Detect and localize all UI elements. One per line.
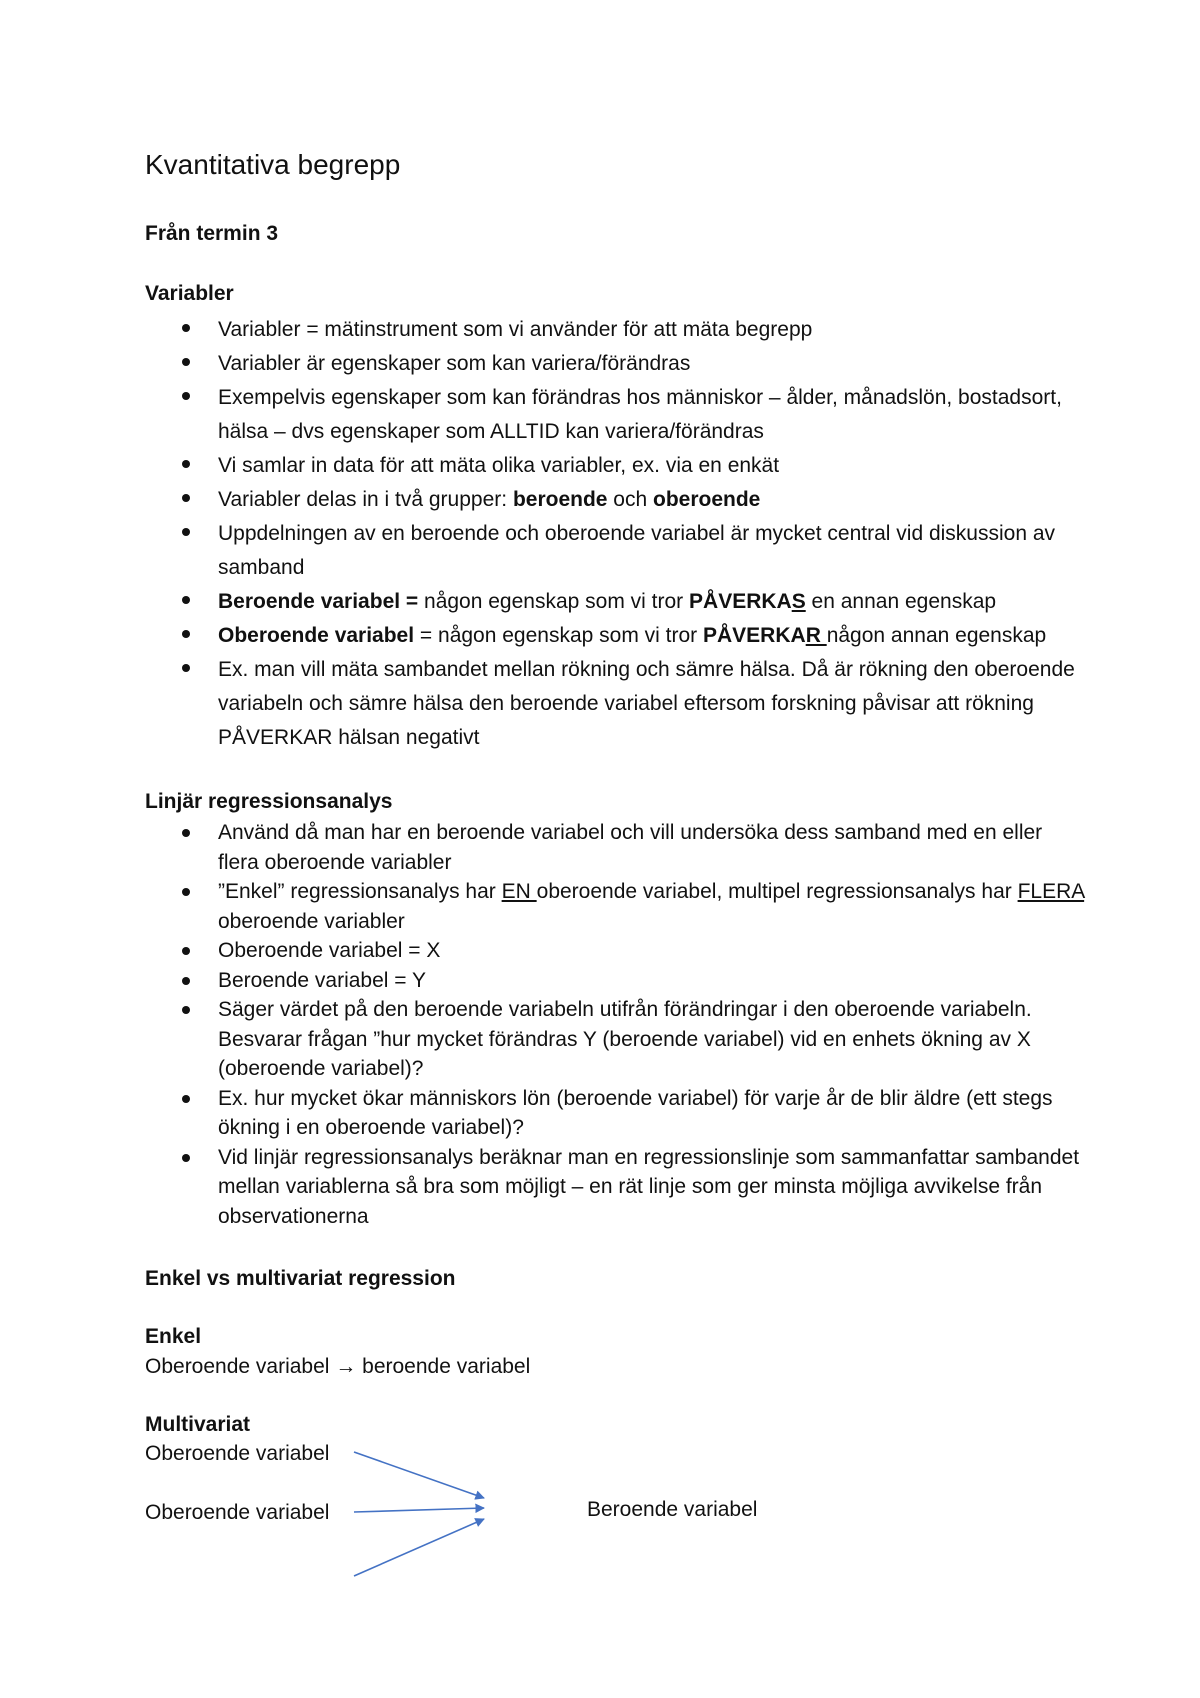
multivariat-heading: Multivariat xyxy=(145,1413,251,1436)
bullet-icon xyxy=(182,1154,190,1162)
subtitle: Från termin 3 xyxy=(145,222,279,245)
list-item: Uppdelningen av en beroende och oberoende variabel är mycket central vid diskussion av samband xyxy=(145,517,1085,585)
multivariat-left-2: Oberoende variabel xyxy=(145,1501,330,1524)
list-item: Oberoende variabel = X xyxy=(145,936,1085,966)
list-item: Beroende variabel = Y xyxy=(145,966,1085,996)
bullet-icon xyxy=(182,494,190,502)
list-item: Beroende variabel = någon egenskap som vi tror PÅVERKAS en annan egenskap xyxy=(145,585,1085,619)
list-item: Ex. man vill mäta sambandet mellan rökning och sämre hälsa. Då är rökning den oberoende variabeln och sämre hälsa den beroende variabel eftersom forskning påvisar att rökning PÅVERKAR hälsan negativt xyxy=(145,653,1085,755)
regression-list xyxy=(145,818,1085,1231)
enkel-heading: Enkel xyxy=(145,1325,202,1348)
list-item: ”Enkel” regressionsanalys har EN oberoende variabel, multipel regressionsanalys har FLERA oberoende variabler xyxy=(145,877,1085,936)
multivariat-dependent: Beroende variabel xyxy=(587,1498,758,1521)
bullet-icon xyxy=(182,596,190,604)
arrow-line-icon xyxy=(354,1519,484,1576)
bullet-icon xyxy=(182,888,190,896)
enkel-relation: Oberoende variabel → beroende variabel xyxy=(145,1355,531,1378)
arrow-right-icon: → xyxy=(335,1355,357,1378)
list-item: Variabler delas in i två grupper: beroende och oberoende xyxy=(145,483,1085,517)
list-item: Ex. hur mycket ökar människors lön (beroende variabel) för varje år de blir äldre (ett stegs ökning i en oberoende variabel)? xyxy=(145,1084,1085,1143)
arrow-line-icon xyxy=(354,1452,484,1498)
bullet-icon xyxy=(182,392,190,400)
bullet-icon xyxy=(182,460,190,468)
bullet-icon xyxy=(182,664,190,672)
variabler-list xyxy=(145,313,1085,755)
bullet-icon xyxy=(182,324,190,332)
bullet-icon xyxy=(182,829,190,837)
multivariat-arrows xyxy=(340,1440,500,1590)
bullet-icon xyxy=(182,947,190,955)
multivariat-left-1: Oberoende variabel xyxy=(145,1442,330,1465)
bullet-icon xyxy=(182,528,190,536)
page-title: Kvantitativa begrepp xyxy=(145,149,401,180)
list-item: Vi samlar in data för att mäta olika variabler, ex. via en enkät xyxy=(145,449,1085,483)
list-item: Variabler = mätinstrument som vi använder för att mäta begrepp xyxy=(145,313,1085,347)
bullet-icon xyxy=(182,358,190,366)
list-item: Säger värdet på den beroende variabeln utifrån förändringar i den oberoende variabeln. Besvarar frågan ”hur mycket förändras Y (beroende variabel) vid en enhets ökning av X (oberoende variabel)? xyxy=(145,995,1085,1084)
section-heading-regression: Linjär regressionsanalys xyxy=(145,790,393,813)
list-item: Exempelvis egenskaper som kan förändras hos människor – ålder, månadslön, bostadsort, hälsa – dvs egenskaper som ALLTID kan variera/förändras xyxy=(145,381,1085,449)
list-item: Använd då man har en beroende variabel och vill undersöka dess samband med en eller flera oberoende variabler xyxy=(145,818,1085,877)
list-item: Oberoende variabel = någon egenskap som vi tror PÅVERKAR någon annan egenskap xyxy=(145,619,1085,653)
bullet-icon xyxy=(182,977,190,985)
bullet-icon xyxy=(182,1095,190,1103)
bullet-icon xyxy=(182,1006,190,1014)
list-item: Vid linjär regressionsanalys beräknar man en regressionslinje som sammanfattar sambandet mellan variablerna så bra som möjligt – en rät linje som ger minsta möjliga avvikelse från observationerna xyxy=(145,1143,1085,1232)
list-item: Variabler är egenskaper som kan variera/förändras xyxy=(145,347,1085,381)
section-heading-variabler: Variabler xyxy=(145,282,234,305)
bullet-icon xyxy=(182,630,190,638)
arrow-line-icon xyxy=(354,1508,484,1512)
section-heading-enkel-vs: Enkel vs multivariat regression xyxy=(145,1267,456,1290)
